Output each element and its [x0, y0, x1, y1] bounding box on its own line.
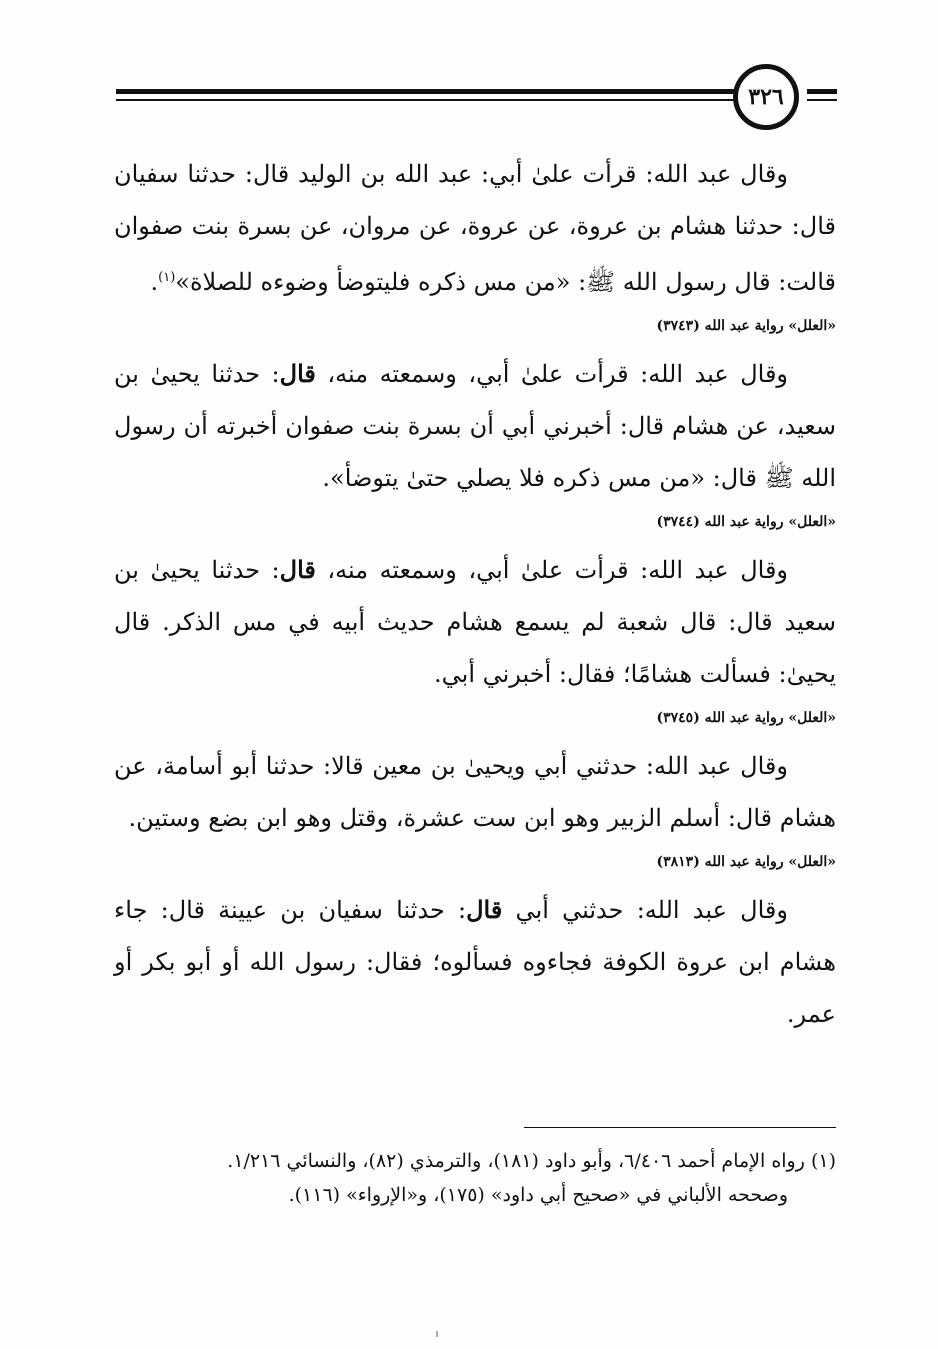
hadith-paragraph [114, 544, 836, 700]
footnote-marker: (١) [158, 270, 176, 285]
source-citation: «العلل» رواية عبد الله (٣٧٤٥) [656, 710, 836, 726]
source-citation: «العلل» رواية عبد الله (٣٧٤٤) [656, 514, 836, 530]
text-run: وقال عبد الله: قرأت علىٰ أبي، وسمعته منه، [315, 360, 789, 388]
footnote-1: (١) رواه الإمام أحمد ٦/٤٠٦، وأبو داود (١٨١)، والترمذي (٨٢)، والنسائي ١/٢١٦. [227, 1150, 836, 1172]
footnote-1-continuation: وصححه الألباني في «صحيح أبي داود» (١٧٥)، و«الإرواء» (١١٦). [288, 1184, 788, 1206]
text-run: . [150, 268, 159, 296]
hadith-paragraph [114, 740, 836, 844]
text-run: قال [279, 359, 316, 388]
page-header [0, 0, 938, 140]
footnotes [114, 1144, 836, 1212]
text-run: : حدثنا سفيان بن عيينة قال: جاء هشام ابن عروة الكوفة فجاءوه فسألوه؛ فقال: رسول الله أو أبو بكر أو عمر. [114, 896, 836, 1028]
hadith-paragraph [114, 148, 836, 308]
source-citation: «العلل» رواية عبد الله (٣٧٤٣) [656, 318, 836, 334]
page-number: ٣٢٦ [733, 64, 799, 130]
header-rule [807, 89, 837, 94]
text-run: : حدثنا يحيىٰ بن سعيد قال: قال شعبة لم يسمع هشام حديث أبيه في مس الذكر. قال يحيىٰ: فسألت هشامًا؛ فقال: أخبرني أبي. [114, 556, 836, 688]
header-rule [116, 99, 736, 101]
text-run: : حدثنا يحيىٰ بن سعيد، عن هشام قال: أخبرني أبي أن بسرة بنت صفوان أخبرته أن رسول الله ﷺ قال: «من مس ذكره فلا يصلي حتىٰ يتوضأ». [114, 360, 836, 492]
footnote-divider [524, 1127, 836, 1128]
text-run: وقال عبد الله: قرأت علىٰ أبي: عبد الله بن الوليد قال: حدثنا سفيان قال: حدثنا هشام بن عروة، عن عروة، عن مروان، عن بسرة بنت صفوان قالت: قال رسول الله ﷺ: «من مس ذكره فليتوضأ وضوءه للصلاة» [114, 160, 836, 296]
main-text [114, 148, 836, 1040]
hadith-paragraph [114, 884, 836, 1040]
source-citation: «العلل» رواية عبد الله (٣٨١٣) [656, 854, 836, 870]
text-run: قال [279, 555, 316, 584]
header-rule [116, 89, 736, 94]
text-run: وقال عبد الله: حدثني أبي ويحيىٰ بن معين قالا: حدثنا أبو أسامة، عن هشام قال: أسلم الزبير وهو ابن ست عشرة، وقتل وهو ابن بضع وستين. [114, 752, 836, 832]
text-run: وقال عبد الله: حدثني أبي [502, 896, 788, 924]
hadith-paragraph [114, 348, 836, 504]
scan-mark [436, 1331, 438, 1337]
text-run: قال [466, 895, 503, 924]
header-rule [807, 99, 837, 101]
text-run: وقال عبد الله: قرأت علىٰ أبي، وسمعته منه، [315, 556, 789, 584]
